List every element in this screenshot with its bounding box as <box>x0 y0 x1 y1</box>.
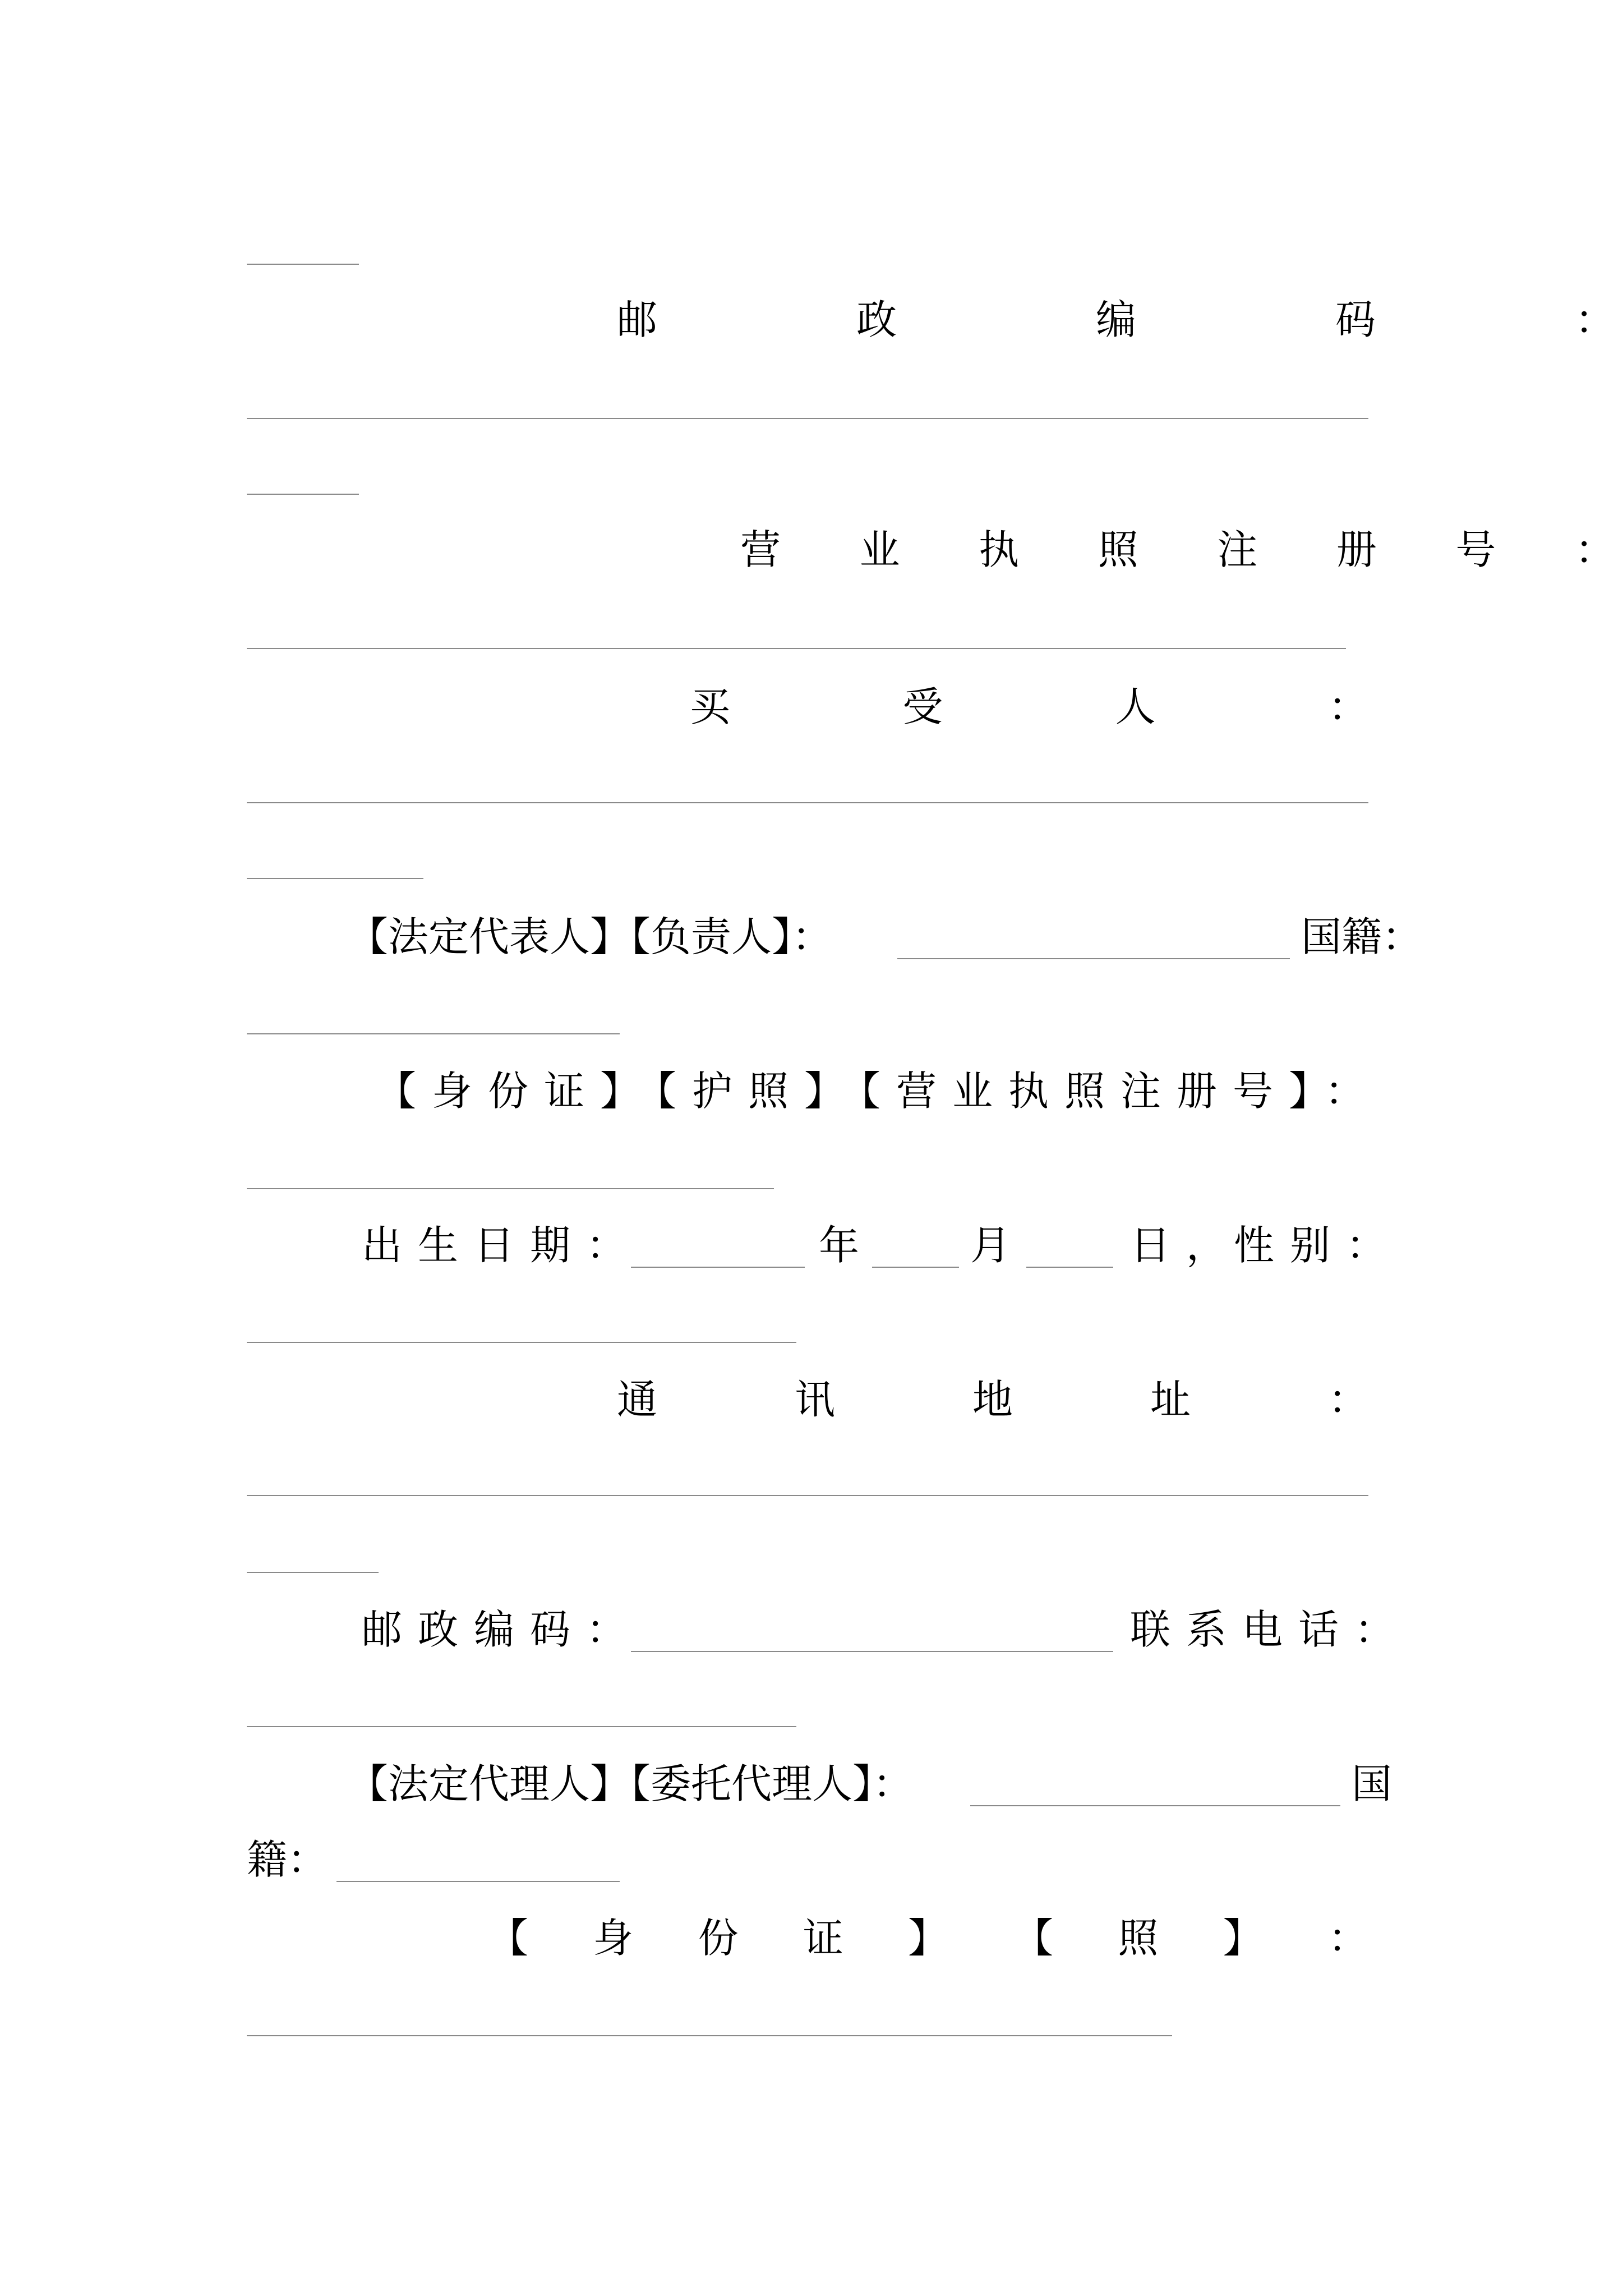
id-types-label: 【身份证】【护照】【营业执照注册号】： <box>376 1068 1381 1115</box>
biz-license-char: 册 <box>1336 526 1377 573</box>
biz-license-char: 业 <box>859 526 900 573</box>
agent-label: 【法定代理人】【委托代理人】： <box>348 1760 914 1807</box>
agent-id-char: 【 <box>1013 1915 1054 1962</box>
agent-blank[interactable] <box>970 1805 1340 1806</box>
address-char: 讯 <box>794 1376 835 1423</box>
agent-nationality-tail: 籍： <box>247 1836 328 1883</box>
birth-day-blank[interactable] <box>1026 1267 1113 1268</box>
biz-license-blank[interactable] <box>247 648 1346 649</box>
agent-id-colon: ： <box>1327 1915 1368 1962</box>
address-char: 通 <box>617 1376 658 1423</box>
address-char: 地 <box>972 1376 1013 1423</box>
postal-code-blank-tail[interactable] <box>247 494 359 495</box>
agent-id-char: 【 <box>488 1915 529 1962</box>
postal-code-blank[interactable] <box>247 418 1368 419</box>
legal-rep-label: 【法定代表人】【负责人】： <box>348 913 833 960</box>
agent-id-char: 】 <box>907 1915 948 1962</box>
buyer-blank[interactable] <box>247 802 1368 803</box>
agent-id-char: 证 <box>803 1915 843 1962</box>
agent-id-char: 身 <box>593 1915 634 1962</box>
gender-label: 性别： <box>1234 1222 1403 1269</box>
postal-code-char: 邮 <box>617 296 658 343</box>
postal-code-colon: ： <box>1574 296 1615 343</box>
legal-rep-blank[interactable] <box>897 958 1290 959</box>
biz-license-char: 营 <box>740 526 781 573</box>
biz-license-char: 执 <box>979 526 1020 573</box>
postal-code-char: 码 <box>1335 296 1376 343</box>
address-blank[interactable] <box>247 1495 1368 1496</box>
buyer-blank-tail[interactable] <box>247 878 423 879</box>
birth-year-unit: 年 <box>819 1222 860 1269</box>
legal-rep-nationality-label: 国籍： <box>1301 913 1423 960</box>
birth-month-blank[interactable] <box>872 1267 959 1268</box>
biz-license-label-row <box>494 522 1615 578</box>
contact-phone-blank[interactable] <box>247 1726 796 1727</box>
buyer-char: 受 <box>902 683 943 730</box>
biz-license-colon: ： <box>1574 526 1615 573</box>
id-types-blank[interactable] <box>247 1188 774 1189</box>
agent-nationality-head: 国 <box>1352 1760 1393 1807</box>
postal-code-char: 编 <box>1095 296 1136 343</box>
biz-license-char: 照 <box>1098 526 1138 573</box>
gender-blank[interactable] <box>247 1342 796 1343</box>
postal-code-char: 政 <box>856 296 897 343</box>
address-blank-tail[interactable] <box>247 1572 379 1573</box>
contact-phone-label: 联系电话： <box>1130 1606 1411 1653</box>
buyer-char: 买 <box>690 683 731 730</box>
agent-id-char: 】 <box>1223 1915 1264 1962</box>
biz-license-char: 号 <box>1455 526 1496 573</box>
blank-line <box>247 264 359 265</box>
address-label-row <box>617 1372 1368 1428</box>
address-colon: ： <box>1327 1376 1368 1423</box>
agent-id-label-row <box>488 1910 1368 1966</box>
birth-month-unit: 月 <box>970 1222 1011 1269</box>
biz-license-char: 注 <box>1217 526 1258 573</box>
postal-code-label-row <box>247 292 1615 348</box>
buyer-label-row <box>690 679 1368 735</box>
contact-postal-label: 邮政编码： <box>362 1606 643 1653</box>
birth-day-unit: 日， <box>1130 1222 1243 1269</box>
birth-label: 出生日期： <box>362 1222 643 1269</box>
birth-year-blank[interactable] <box>631 1267 805 1268</box>
agent-id-blank[interactable] <box>247 2035 1172 2036</box>
contact-postal-blank[interactable] <box>631 1651 1113 1652</box>
legal-rep-nationality-blank[interactable] <box>247 1033 620 1034</box>
buyer-char: 人 <box>1115 683 1156 730</box>
agent-id-char: 照 <box>1118 1915 1159 1962</box>
buyer-colon: ： <box>1327 683 1368 730</box>
address-char: 址 <box>1150 1376 1191 1423</box>
agent-id-char: 份 <box>698 1915 739 1962</box>
agent-nationality-blank[interactable] <box>336 1881 620 1882</box>
